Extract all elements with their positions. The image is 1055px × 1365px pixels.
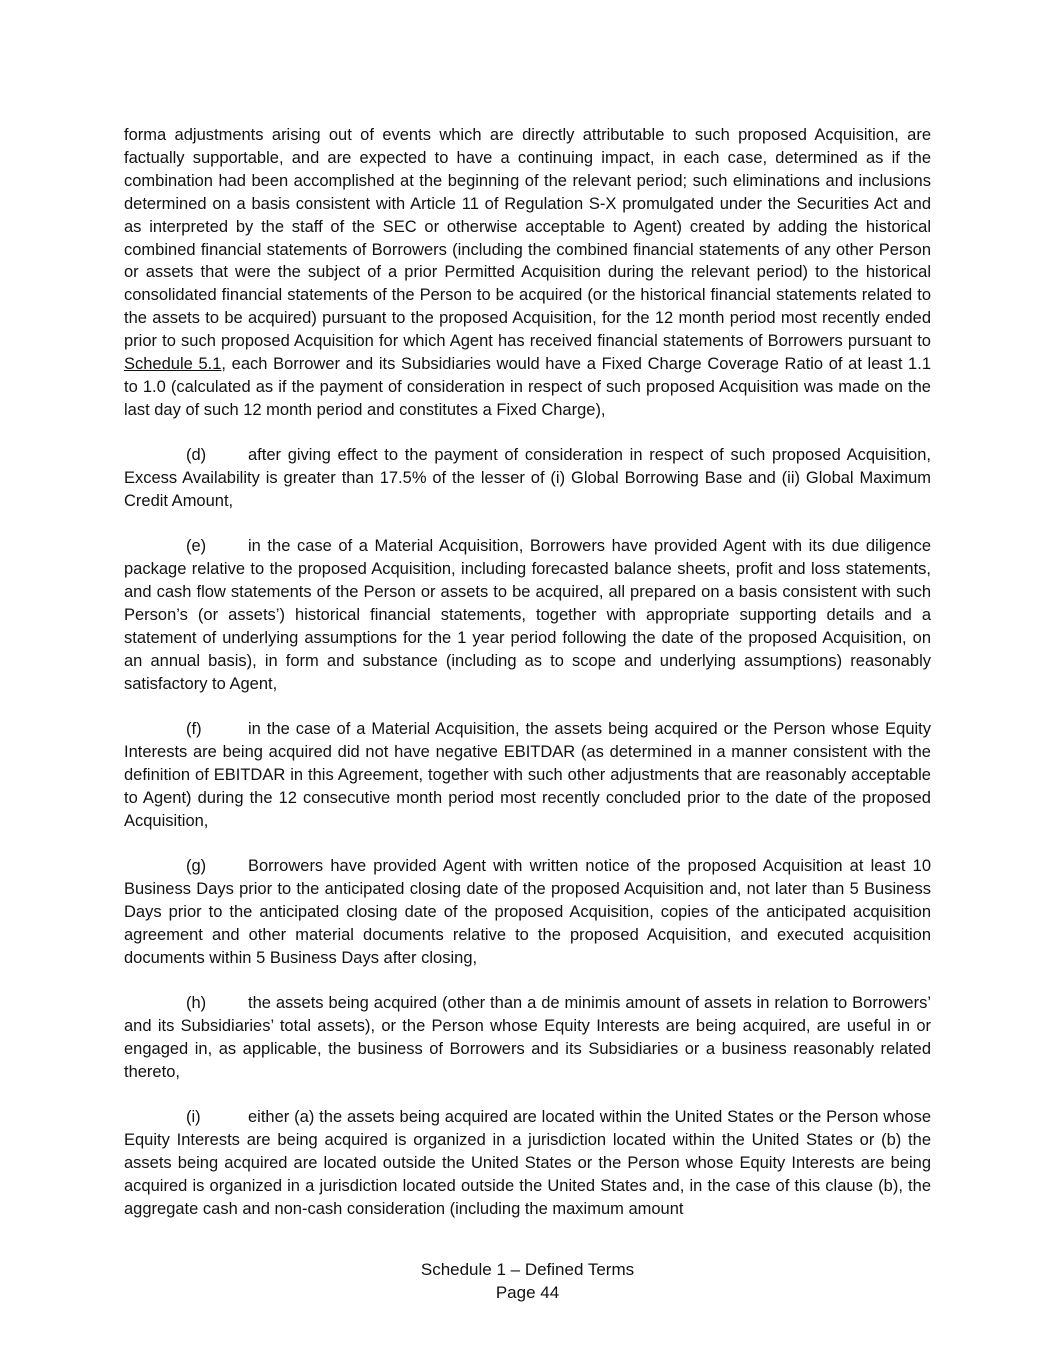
page-number: Page 44 <box>495 1283 560 1302</box>
clause-label: (d) <box>186 446 207 465</box>
intro-text-b: , each Borrower and its Subsidiaries would have a Fixed Charge Coverage Ratio of at least 1.1 to 1.0 (calculated as if the payment of consideration in respect of such proposed Acquisition was made on the last day of such 12 month period and constitutes a Fixed Charge), <box>124 355 931 419</box>
document-body <box>124 124 931 1243</box>
clause-h <box>124 992 931 1084</box>
clause-f <box>124 718 931 833</box>
clause-label: (g) <box>186 856 207 875</box>
clause-text: the assets being acquired (other than a de minimis amount of assets in relation to Borrowers’ and its Subsidiaries’ total assets), or the Person whose Equity Interests are being acquired, are useful in or engaged in, as applicable, the business of Borrowers and its Subsidiaries or a business reasonably related thereto, <box>124 993 931 1081</box>
clause-text: in the case of a Material Acquisition, Borrowers have provided Agent with its due diligence package relative to the proposed Acquisition, including forecasted balance sheets, profit and loss statements, and cash flow statements of the Person or assets to be acquired, all prepared on a basis consistent with such Person’s (or assets’) historical financial statements, together with appropriate supporting details and a statement of underlying assumptions for the 1 year period following the date of the proposed Acquisition, on an annual basis), in form and substance (including as to scope and underlying assumptions) reasonably satisfactory to Agent, <box>124 537 931 693</box>
page-footer <box>0 1258 1055 1304</box>
clause-text: in the case of a Material Acquisition, the assets being acquired or the Person whose Equity Interests are being acquired did not have negative EBITDAR (as determined in a manner consistent with the definition of EBITDAR in this Agreement, together with such other adjustments that are reasonably acceptable to Agent) during the 12 consecutive month period most recently concluded prior to the date of the proposed Acquisition, <box>124 720 931 830</box>
clause-i <box>124 1106 931 1221</box>
clause-label: (i) <box>186 1107 201 1126</box>
clause-label: (e) <box>186 537 207 556</box>
schedule-reference: Schedule 5.1 <box>124 355 222 374</box>
intro-paragraph <box>124 124 931 422</box>
clause-e <box>124 535 931 695</box>
clause-text: after giving effect to the payment of consideration in respect of such proposed Acquisition, Excess Availability is greater than 17.5% of the lesser of (i) Global Borrowing Base and (ii) Global Maximum Credit Amount, <box>124 446 931 510</box>
intro-text-a: forma adjustments arising out of events which are directly attributable to such proposed Acquisition, are factually supportable, and are expected to have a continuing impact, in each case, determined as if the combination had been accomplished at the beginning of the relevant period; such eliminations and inclusions determined on a basis consistent with Article 11 of Regulation S-X promulgated under the Securities Act and as interpreted by the staff of the SEC or otherwise acceptable to Agent) created by adding the historical combined financial statements of Borrowers (including the combined financial statements of any other Person or assets that were the subject of a prior Permitted Acquisition during the relevant period) to the historical consolidated financial statements of the Person to be acquired (or the historical financial statements related to the assets to be acquired) pursuant to the proposed Acquisition, for the 12 month period most recently ended prior to such proposed Acquisition for which Agent has received financial statements of Borrowers pursuant to <box>124 126 931 351</box>
clause-g <box>124 855 931 970</box>
clause-d <box>124 444 931 513</box>
clause-text: Borrowers have provided Agent with written notice of the proposed Acquisition at least 10 Business Days prior to the anticipated closing date of the proposed Acquisition and, not later than 5 Business Days prior to the anticipated closing date of the proposed Acquisition, copies of the anticipated acquisition agreement and other material documents relative to the proposed Acquisition, and executed acquisition documents within 5 Business Days after closing, <box>124 856 931 967</box>
clause-label: (f) <box>186 720 202 739</box>
clause-text: either (a) the assets being acquired are located within the United States or the Person whose Equity Interests are being acquired is organized in a jurisdiction located within the United States or (b) the assets being acquired are located outside the United States or the Person whose Equity Interests are being acquired is organized in a jurisdiction located outside the United States and, in the case of this clause (b), the aggregate cash and non-cash consideration (including the maximum amount <box>124 1107 931 1218</box>
clause-label: (h) <box>186 993 207 1012</box>
footer-title: Schedule 1 – Defined Terms <box>420 1260 635 1279</box>
